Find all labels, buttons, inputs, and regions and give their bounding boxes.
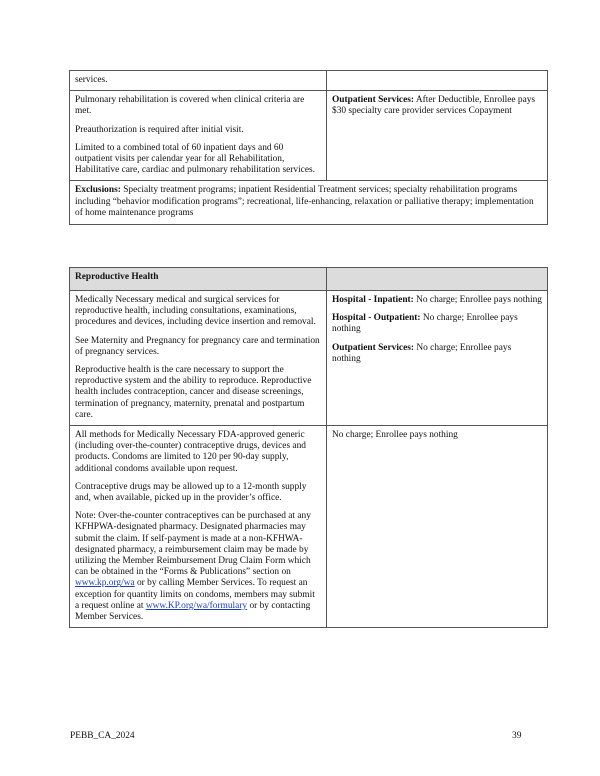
- cost-value: No charge; Enrollee pays nothing: [332, 313, 518, 335]
- note-text: Note: Over-the-counter contraceptives can be purchased at any KFHPWA-designated pharmacy. Designated pharmacies may submit the claim. If self-payment is made at a non-KFHWA-designated pharmacy, a reimbursement claim may be made by utilizing the Member Reimbursement Drug Claim Form which can be obtained in the “Forms & Publications” section on: [75, 511, 311, 578]
- cell-text: services.: [75, 75, 108, 85]
- rehabilitation-benefit-table: [69, 70, 548, 225]
- cost-share-item: [332, 295, 542, 306]
- cost-value: No charge; Enrollee pays nothing: [332, 342, 512, 364]
- cell-text: Limited to a combined total of 60 inpatient days and 60 outpatient visits per calendar year for all Rehabilitation, Habilitative care, cardiac and pulmonary rehabilitation services.: [75, 142, 316, 176]
- header-empty: [327, 268, 548, 291]
- exclusions-cell: [70, 181, 548, 225]
- coverage-description: [70, 426, 327, 628]
- cost-share-item: [332, 343, 542, 365]
- cost-value: No charge; Enrollee pays nothing: [413, 295, 542, 305]
- table-row: [70, 71, 548, 91]
- section-title: Reproductive Health: [70, 268, 327, 291]
- cell-text: Medically Necessary medical and surgical services for reproductive health, including consultations, examinations, procedures and devices, including device insertion and removal.: [75, 295, 316, 328]
- table-row: [70, 291, 548, 426]
- cell-text: See Maternity and Pregnancy for pregnancy care and termination of pregnancy services.: [75, 335, 320, 357]
- exclusions-text: Specialty treatment programs; inpatient Residential Treatment services; specialty rehabilitation programs including “behavior modification programs”; recreational, life-enhancing, relaxation or palliative therapy; implementation of home maintenance programs: [75, 185, 534, 218]
- cell-text: Contraceptive drugs may be allowed up to a 12-month supply and, when available, picked up in the provider’s office.: [75, 481, 307, 504]
- cell-text: Reproductive health is the care necessary to support the reproductive system and the ability to reproduce. Reproductive health includes contraception, cancer and disease screenings, termination of pregnancy, maternity, prenatal and postpartum care.: [75, 365, 312, 420]
- cost-label: Outpatient Services:: [332, 95, 415, 106]
- cell-text: All methods for Medically Necessary FDA-approved generic (including over-the-counter) contraceptive drugs, devices and products. Condoms are limited to 120 per 90-day supply, additional condoms available upon request.: [75, 430, 306, 474]
- reproductive-health-table: [69, 267, 548, 628]
- exclusions-label: Exclusions:: [75, 185, 121, 196]
- footer-doc-id: PEBB_CA_2024: [70, 731, 135, 741]
- cost-label: Outpatient Services:: [332, 342, 415, 353]
- table-row-exclusions: [70, 181, 548, 225]
- kp-wa-link[interactable]: www.kp.org/wa: [75, 578, 135, 589]
- coverage-description: [70, 291, 327, 426]
- cost-share-item: [332, 313, 542, 335]
- cost-label: Hospital - Outpatient:: [332, 313, 421, 324]
- cell-text: Preauthorization is required after initial visit.: [75, 124, 244, 135]
- cost-share: [327, 426, 548, 628]
- cost-value: No charge; Enrollee pays nothing: [332, 430, 458, 441]
- cost-share-item: [332, 95, 542, 117]
- table-header-row: [70, 268, 548, 291]
- cost-share: [327, 291, 548, 426]
- cell-empty: [327, 71, 548, 91]
- table-row: [70, 426, 548, 628]
- note-text: or by calling Member Services. To request an exception for quantity limits on condoms, members may submit a request online at: [75, 578, 315, 611]
- kp-formulary-link[interactable]: www.KP.org/wa/formulary: [145, 600, 248, 611]
- cost-share: [327, 91, 548, 181]
- cell-text: [75, 511, 321, 623]
- coverage-description: [70, 91, 327, 181]
- cell-text: Pulmonary rehabilitation is covered when clinical criteria are met.: [75, 95, 305, 117]
- footer-page-number: 39: [512, 731, 522, 741]
- table-row: [70, 91, 548, 181]
- cost-label: Hospital - Inpatient:: [332, 295, 414, 305]
- cost-value: After Deductible, Enrollee pays $30 specialty care provider services Copayment: [332, 95, 536, 117]
- note-text: or by contacting Member Services.: [75, 600, 311, 623]
